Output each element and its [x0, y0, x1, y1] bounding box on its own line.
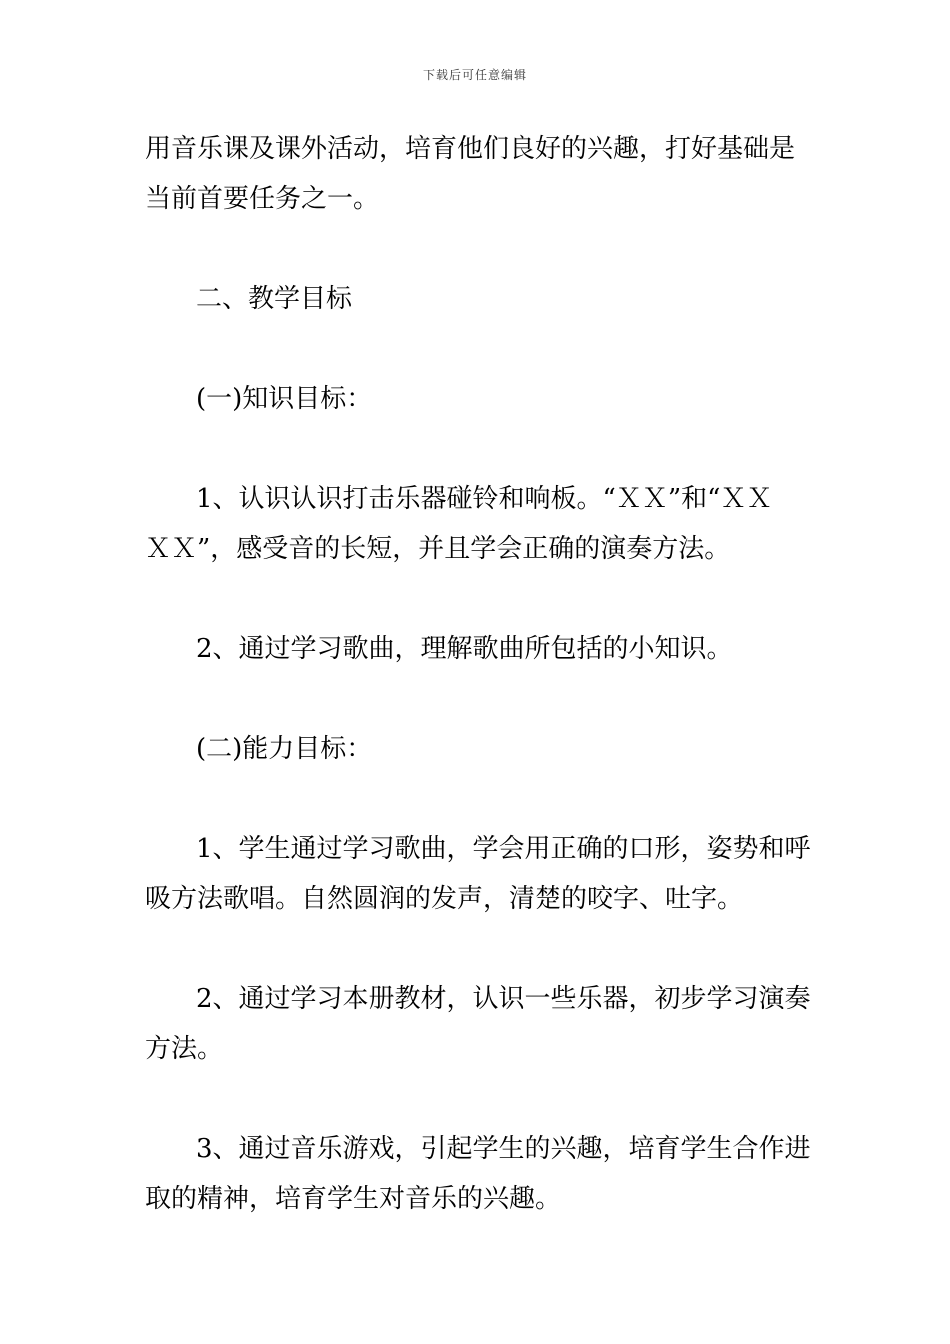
paragraph-line: 用音乐课及课外活动，培育他们良好的兴趣，打好基础是 [145, 134, 796, 164]
paragraph-line: 2、通过学习歌曲，理解歌曲所包括的小知识。 [196, 634, 733, 664]
subsection-heading: (一)知识目标： [196, 384, 373, 414]
section-heading: 二、教学目标 [196, 284, 353, 314]
paragraph-line: 取的精神，培育学生对音乐的兴趣。 [145, 1184, 562, 1214]
paragraph-line: 3、通过音乐游戏，引起学生的兴趣，培育学生合作进 [196, 1134, 811, 1164]
paragraph-line: ＸＸ”，感受音的长短，并且学会正确的演奏方法。 [145, 534, 731, 564]
page-header-note: 下载后可任意编辑 [422, 68, 527, 82]
paragraph-line: 2、通过学习本册教材，认识一些乐器，初步学习演奏 [196, 984, 811, 1014]
paragraph-line: 吸方法歌唱。自然圆润的发声，清楚的咬字、吐字。 [145, 884, 744, 914]
paragraph-line: 当前首要任务之一。 [145, 184, 380, 214]
paragraph-line: 方法。 [145, 1034, 224, 1064]
paragraph-line: 1、学生通过学习歌曲，学会用正确的口形，姿势和呼 [196, 834, 811, 864]
subsection-heading: (二)能力目标： [196, 734, 373, 764]
paragraph-line: 1、认识认识打击乐器碰铃和响板。“ＸＸ”和“ＸＸ [196, 484, 773, 514]
